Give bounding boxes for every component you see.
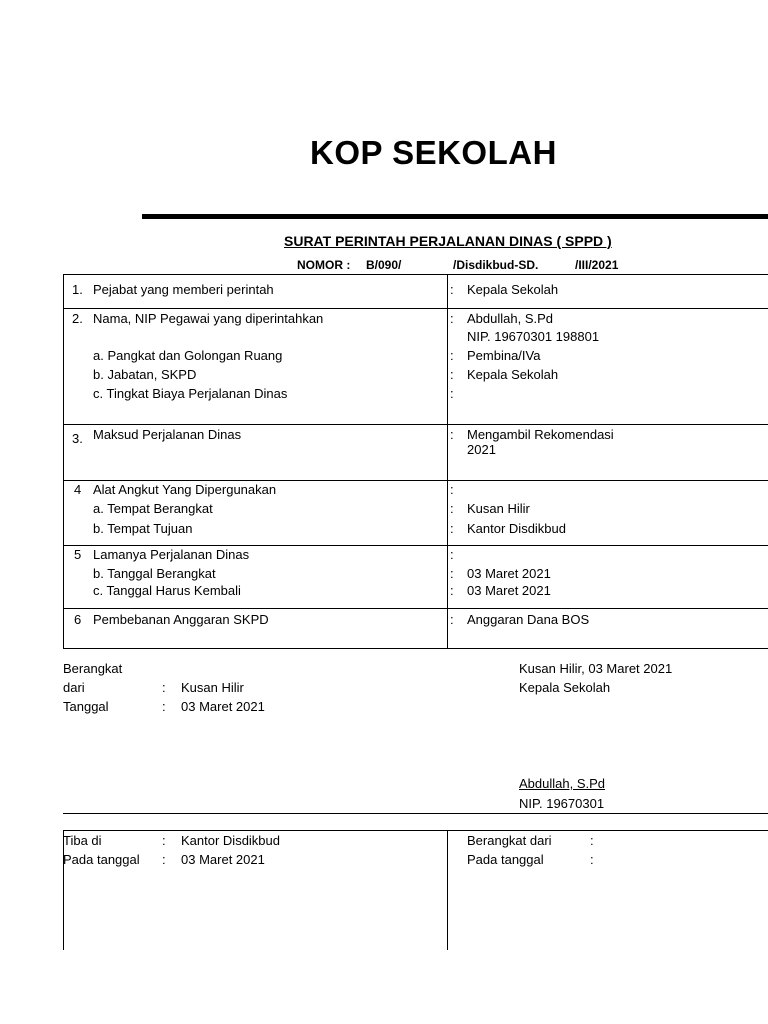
row-5-sub-c: c. Tanggal Harus Kembali <box>93 583 241 598</box>
tanggal-label: Tanggal <box>63 699 109 714</box>
signer-position: Kepala Sekolah <box>519 680 611 695</box>
row-1-number: 1. <box>72 282 83 297</box>
document-title: SURAT PERINTAH PERJALANAN DINAS ( SPPD ) <box>284 233 612 249</box>
colon: : <box>450 282 454 297</box>
row-5-sub-b: b. Tanggal Berangkat <box>93 566 216 581</box>
arrival-top-border <box>63 830 768 831</box>
row-divider <box>63 480 768 481</box>
signer-nip: NIP. 19670301 <box>519 796 605 811</box>
colon: : <box>450 482 454 497</box>
colon: : <box>450 427 454 442</box>
table-column-divider <box>447 274 448 649</box>
colon: : <box>450 547 454 562</box>
row-4-sub-b-value: Kantor Disdikbud <box>467 521 566 536</box>
pada-tanggal-label: Pada tanggal <box>63 852 140 867</box>
berangkat-label: Berangkat <box>63 661 123 676</box>
place-date: Kusan Hilir, 03 Maret 2021 <box>519 661 673 676</box>
right-berangkat-label: Berangkat dari <box>467 833 552 848</box>
colon: : <box>450 566 454 581</box>
row-5-sub-b-value: 03 Maret 2021 <box>467 566 551 581</box>
tiba-value: Kantor Disdikbud <box>181 833 280 848</box>
row-6-label: Pembebanan Anggaran SKPD <box>93 612 269 627</box>
row-4-label: Alat Angkut Yang Dipergunakan <box>93 482 277 497</box>
row-divider <box>63 424 768 425</box>
table-top-border <box>63 274 768 275</box>
row-2-nip: NIP. 19670301 198801 <box>467 329 600 344</box>
row-divider <box>63 545 768 546</box>
row-2-number: 2. <box>72 311 83 326</box>
tanggal-value: 03 Maret 2021 <box>181 699 265 714</box>
colon: : <box>162 852 166 867</box>
row-4-sub-b: b. Tempat Tujuan <box>93 521 193 536</box>
nomor-part-3: /III/2021 <box>575 258 619 272</box>
colon: : <box>590 833 594 848</box>
colon: : <box>450 311 454 326</box>
row-3-value-2: 2021 <box>467 442 496 457</box>
colon: : <box>162 833 166 848</box>
nomor-part-2: /Disdikbud-SD. <box>453 258 539 272</box>
kop-sekolah-title: KOP SEKOLAH <box>310 134 557 171</box>
row-3-label: Maksud Perjalanan Dinas <box>93 427 242 442</box>
row-3-number: 3. <box>72 431 83 446</box>
arrival-column-divider <box>447 830 448 950</box>
colon: : <box>162 680 166 695</box>
colon: : <box>450 501 454 516</box>
row-1-value: Kepala Sekolah <box>467 282 559 297</box>
right-pada-label: Pada tanggal <box>467 852 544 867</box>
row-divider <box>63 308 768 309</box>
colon: : <box>450 386 454 401</box>
signer-name: Abdullah, S.Pd <box>519 776 606 791</box>
header-divider <box>142 214 768 219</box>
dari-value: Kusan Hilir <box>181 680 244 695</box>
row-2-sub-b: b. Jabatan, SKPD <box>93 367 197 382</box>
nomor-part-1: B/090/ <box>366 258 402 272</box>
pada-tanggal-value: 03 Maret 2021 <box>181 852 265 867</box>
dari-label: dari <box>63 680 85 695</box>
row-5-label: Lamanya Perjalanan Dinas <box>93 547 250 562</box>
colon: : <box>450 367 454 382</box>
row-6-number: 6 <box>74 612 82 627</box>
colon: : <box>450 612 454 627</box>
row-4-number: 4 <box>74 482 82 497</box>
row-2-sub-a: a. Pangkat dan Golongan Ruang <box>93 348 283 363</box>
colon: : <box>450 583 454 598</box>
colon: : <box>450 521 454 536</box>
colon: : <box>590 852 594 867</box>
row-2-sub-a-value: Pembina/IVa <box>467 348 541 363</box>
row-divider <box>63 608 768 609</box>
row-3-value: Mengambil Rekomendasi <box>467 427 614 442</box>
row-2-sub-c: c. Tingkat Biaya Perjalanan Dinas <box>93 386 288 401</box>
section-divider <box>63 813 768 814</box>
row-2-label: Nama, NIP Pegawai yang diperintahkan <box>93 311 324 326</box>
colon: : <box>162 699 166 714</box>
colon: : <box>450 348 454 363</box>
row-5-number: 5 <box>74 547 82 562</box>
row-5-sub-c-value: 03 Maret 2021 <box>467 583 551 598</box>
row-4-sub-a: a. Tempat Berangkat <box>93 501 213 516</box>
nomor-label: NOMOR : <box>297 258 351 272</box>
row-2-sub-b-value: Kepala Sekolah <box>467 367 559 382</box>
row-6-value: Anggaran Dana BOS <box>467 612 590 627</box>
row-1-label: Pejabat yang memberi perintah <box>93 282 274 297</box>
row-2-value: Abdullah, S.Pd <box>467 311 554 326</box>
table-left-border <box>63 274 64 649</box>
tiba-label: Tiba di <box>63 833 102 848</box>
row-4-sub-a-value: Kusan Hilir <box>467 501 530 516</box>
table-bottom-border <box>63 648 768 649</box>
